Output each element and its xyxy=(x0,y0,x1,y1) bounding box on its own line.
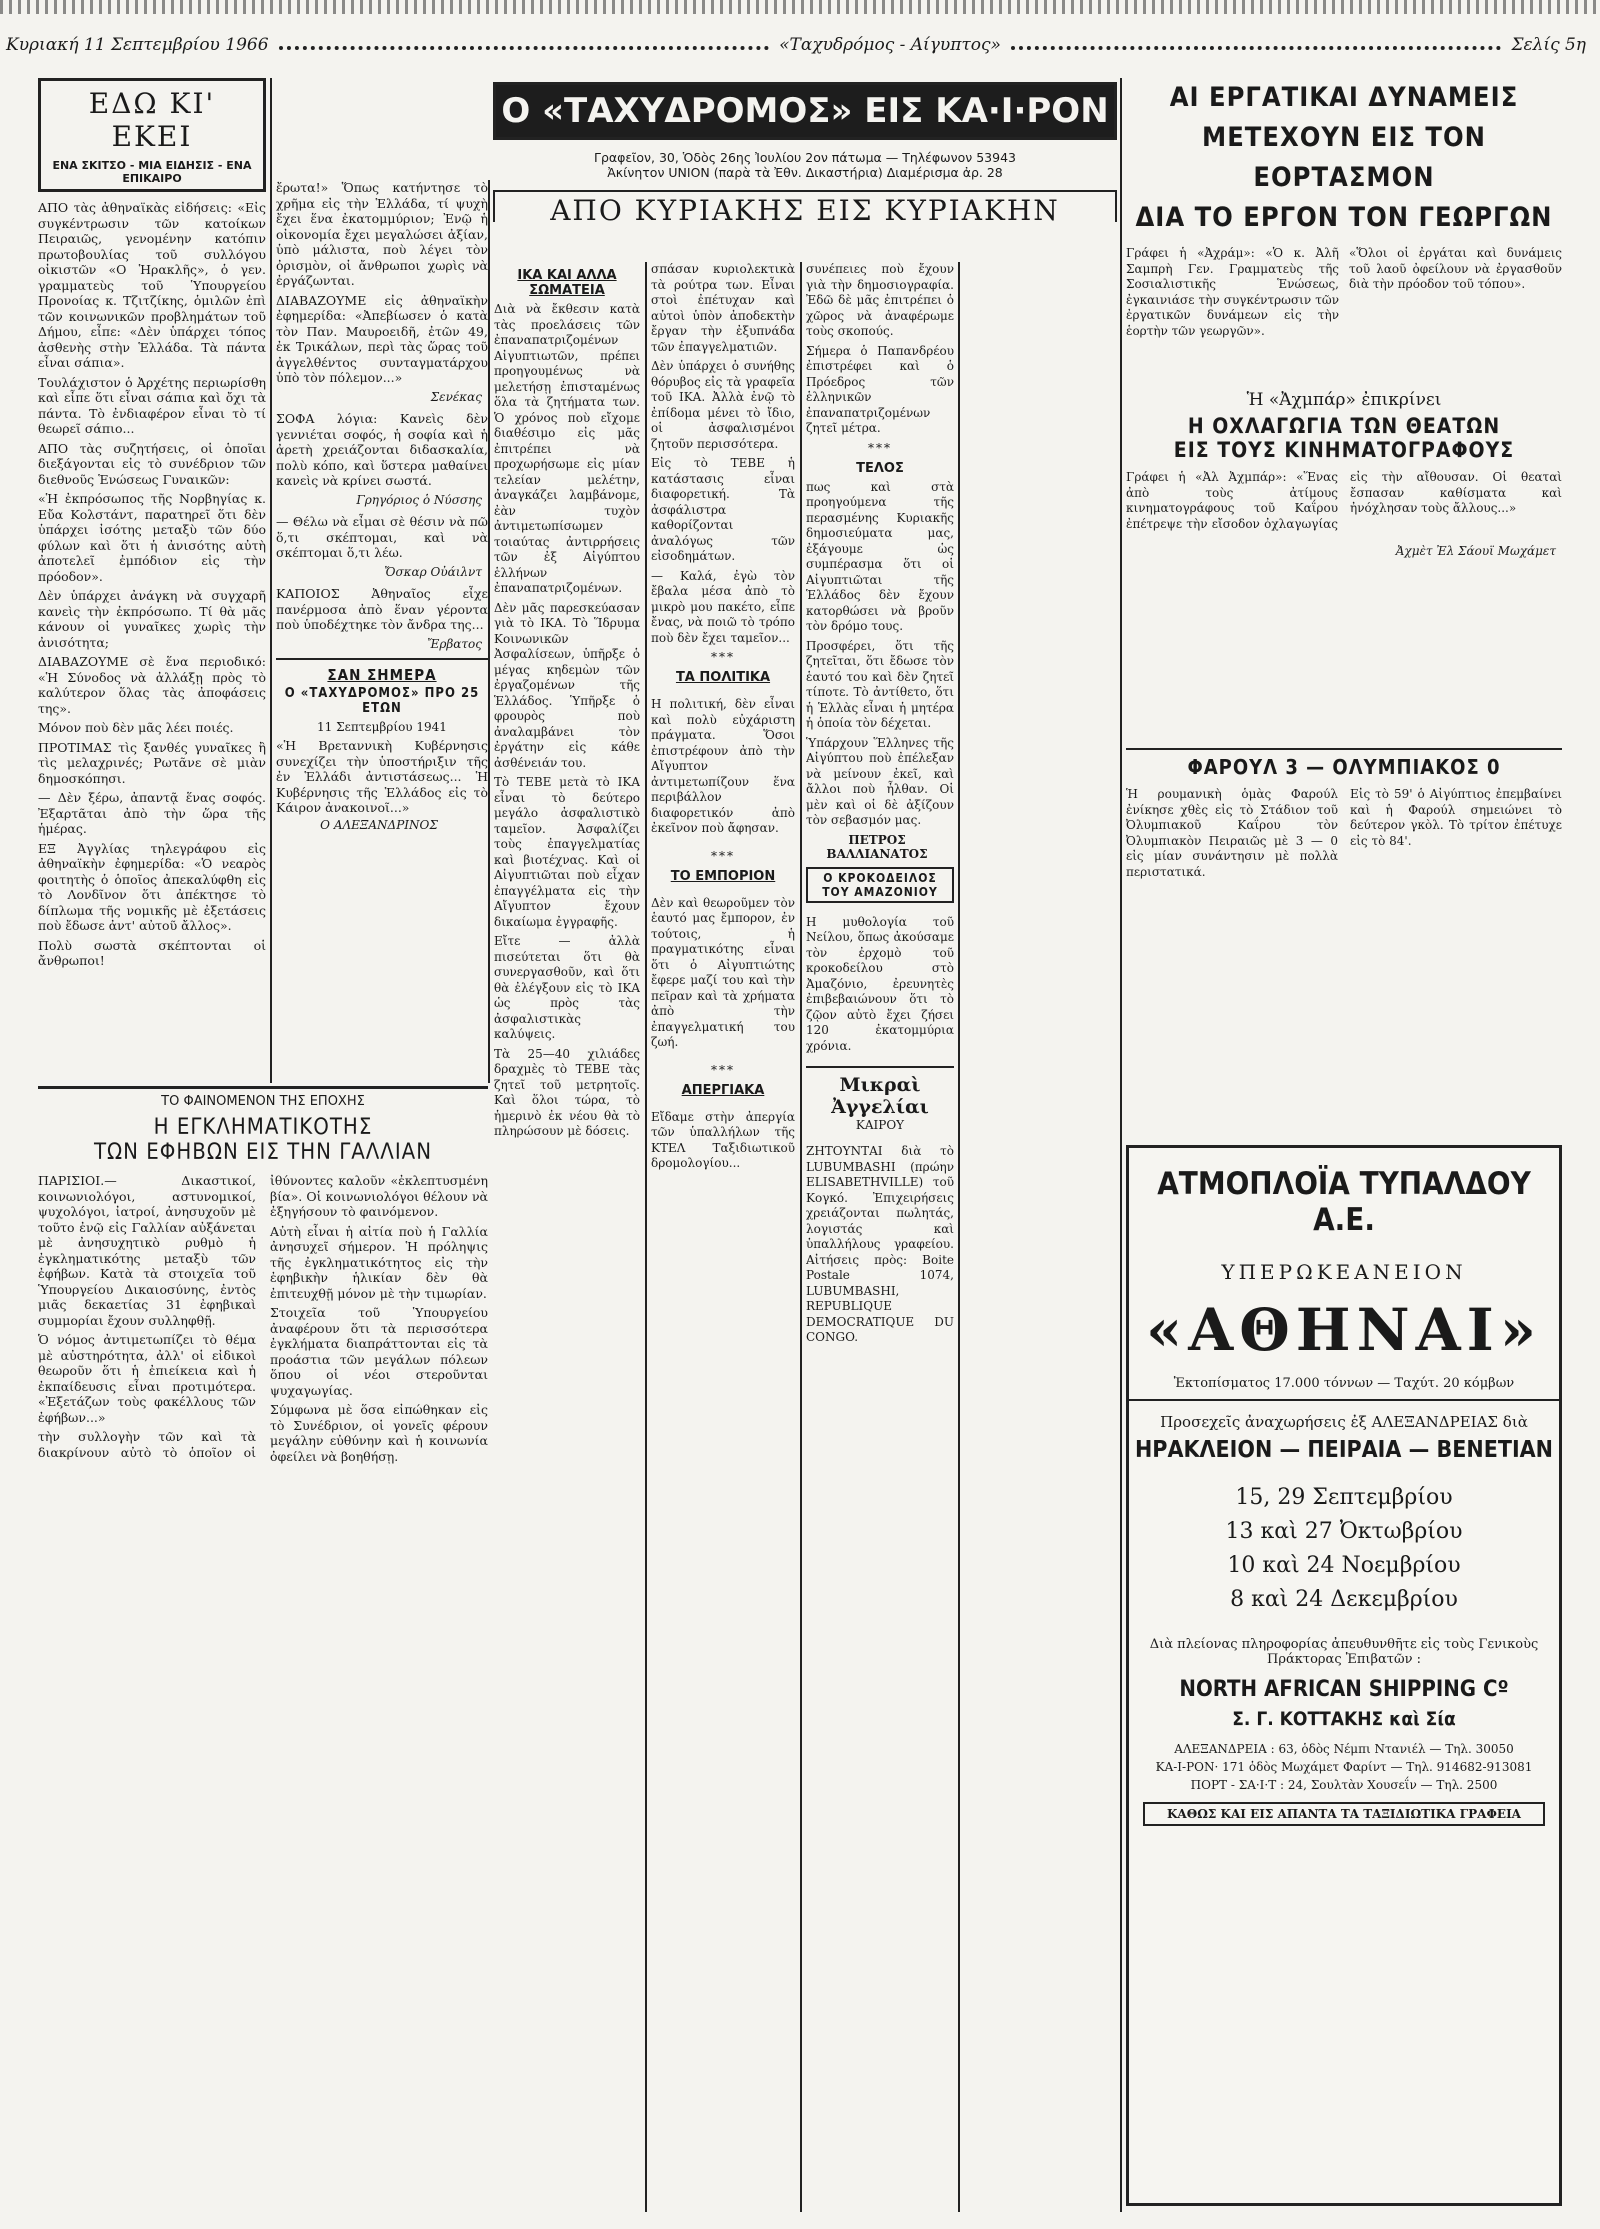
delinquency-article xyxy=(38,1094,488,2212)
section-stars: *** xyxy=(711,1062,735,1077)
issue-date: Κυριακή 11 Σεπτεμβρίου 1966 xyxy=(6,35,269,55)
paragraph: Εἰς τὸ ΤΕΒΕ ἡ κατάστασις εἶναι διαφορετική. Τὰ ἀσφάλιστρα καθορίζονται ἀναλόγως τῶν εἰσοδημάτων. xyxy=(651,456,795,563)
paragraph: Τὰ 25—40 χιλιάδες δραχμὲς τὸ ΤΕΒΕ τὰς ζητεῖ τοῦ μετρητοῖς. Καὶ ὅλοι τώρα, τὸ ἡμερινὸ ἐκ νέου θὰ τὸ πληρώσουν μὲ δόσεις. xyxy=(494,1046,640,1138)
article-headline-1: Η ΕΓΚΛΗΜΑΤΙΚΟΤΗΣ xyxy=(153,1115,373,1140)
column-rule xyxy=(270,78,272,1083)
dotted-divider xyxy=(1011,40,1502,50)
paragraph: ΠΑΡΙΣΙΟΙ.— Δικαστικοί, κοινωνιολόγοι, αστυνομικοί, ψυχολόγοι, ἰατροί, ἀνησυχοῦν μὲ τοῦτο ἐνῷ εἰς Γαλλίαν αὐξάνεται μὲ ἀνησυχητικὸ ρυθμὸ ἡ ἐγκληματικότης μεταξὺ τῶν ἐφήβων. Κατὰ τὰ στοιχεῖα τοῦ Ὑπουργείου Δικαιοσύνης, ἐντὸς μιᾶς δεκαετίας 31 ἐφηβικαὶ συμμορίαι ἔχουν συλληφθῇ. xyxy=(38,1173,256,1328)
signature: Σενέκας xyxy=(430,389,482,404)
article-headline-2: ΤΩΝ ΕΦΗΒΩΝ ΕΙΣ ΤΗΝ ΓΑΛΛΙΑΝ xyxy=(93,1140,433,1165)
paragraph: ΠΡΟΤΙΜΑΣ τὶς ξανθές γυναῖκες ἢ τὶς μελαχρινές; Ρωτᾶνε σὲ μιὰν δημοσκόπησι. xyxy=(38,739,266,786)
banner xyxy=(493,82,1117,222)
section-divider xyxy=(1126,748,1562,750)
banner-title: Ο «ΤΑΧΥΔΡΟΜΟΣ» ΕΙΣ ΚΑ·Ι·ΡΟΝ xyxy=(493,82,1117,140)
paragraph: Δὲν ὑπάρχει ὁ συνήθης θόρυβος εἰς τὰ γραφεῖα τοῦ ΙΚΑ. Ἀλλὰ ἐνῷ τὸ ἐπίδομα μένει τὸ ἴδιο, οἱ ἀσφαλισμένοι ζητοῦν περισσότερα. xyxy=(651,359,795,451)
paragraph: ΣΟΦΑ λόγια: Κανεὶς δὲν γεννιέται σοφός, ἡ σοφία καὶ ἡ ἀρετὴ χρειάζονται διδασκαλία, πολὺ κόπο, καὶ ὕστερα μαθαίνει κανεὶς νὰ κρίνει σωστά. xyxy=(276,411,488,488)
ad-departure-dates xyxy=(1129,1481,1559,1617)
ad-agent-name: Σ. Γ. ΚΟΤΤΑΚΗΣ καὶ Σία xyxy=(1232,1708,1456,1730)
paragraph: σπάσαν κυριολεκτικὰ τὰ ρούτρα των. Εἶναι στοὶ ἐπέτυχαν καὶ αὐτοὶ ὑπὸν ἀποδεκτὴν ἔργαν τὴν ἐξυπνάδα τῶν ἐπαγγελματιῶν. xyxy=(651,262,795,354)
shipping-advertisement xyxy=(1126,1145,1562,2206)
paragraph: «Ὅλοι οἱ ἐργάται καὶ δυνάμεις τοῦ λαοῦ ὀφείλουν νὰ ἐργασθοῦν διὰ τὴν πρόοδον τοῦ τόπου». xyxy=(1349,246,1562,291)
paragraph: Τουλάχιστον ὁ Ἀρχέτης περιωρίσθη καὶ εἶπε ὅτι εἶναι σάπια καὶ ὄχι τὰ πάντα. Τὸ ἐνδιαφέρον εἶναι τὸ τί θεωρεῖ σάπιο... xyxy=(38,374,266,436)
ad-ship-specs: Ἐκτοπίσματος 17.000 τόννων — Ταχύτ. 20 κόμβων xyxy=(1129,1376,1559,1401)
ad-ship-type: ΥΠΕΡΩΚΕΑΝΕΙΟΝ xyxy=(1221,1260,1467,1284)
ad-footer: ΚΑΘΩΣ ΚΑΙ ΕΙΣ ΑΠΑΝΤΑ ΤΑ ΤΑΞΙΔΙΩΤΙΚΑ ΓΡΑΦΕΙΑ xyxy=(1143,1802,1545,1826)
paragraph: Δὲν καὶ θεωροῦμεν τὸν ἑαυτό μας ἔμπορον, ἐν τούτοις, ἡ πραγματικότης εἶναι ὅτι ὁ Αἰγυπτιώτης ἔφερε μαζί του καὶ τὴν πεῖραν καὶ τὰ χρήματα ἀπὸ τὴν ἐπαγγελματική του ζωή. xyxy=(651,895,795,1049)
edo-kieke-header xyxy=(38,78,266,192)
column-edo-kieke xyxy=(38,78,266,1080)
folio-line xyxy=(6,30,1586,60)
signature: Ο ΑΛΕΞΑΝΔΡΙΝΟΣ xyxy=(320,817,438,832)
classified-ad: ΖΗΤΟΥΝΤΑΙ διὰ τὸ LUBUMBASHI (πρώην ELISABETHVILLE) τοῦ Κογκό. Ἐπιχειρήσεις χρειάζονται πωλητάς, λογιστάς καὶ ὑπαλλήλους γραφείου. Αἰτήσεις πρὸς: Boite Postale 1074, LUBUMBASHI, REPUBLIQUE DEMOCRATIQUE DU CONGO. xyxy=(806,1144,954,1344)
paragraph: ΔΙΑΒΑΖΟΥΜΕ εἰς ἀθηναϊκὴν ἐφημερίδα: «Ἀπεβίωσεν ὁ κατὰ τὸν Παν. Μαυροειδῆ, ἐτῶν 49, ἐκ Τρικάλων, περὶ τὰς ὥρας τοῦ ἀγγελθέντος συνταγματάρχου ὑπὸ τὸν πόλεμον...» xyxy=(276,292,488,385)
headline-line-2: ΜΕΤΕΧΟΥΝ ΕΙΣ ΤΟΝ ΕΟΡΤΑΣΜΟΝ xyxy=(1202,122,1486,193)
column-body xyxy=(651,262,795,646)
edo-kieke-title: ΕΔΩ ΚΙ' ΕΚΕΙ xyxy=(88,87,216,153)
subheading: ΙΚΑ ΚΑΙ ΑΛΛΑ ΣΩΜΑΤΕΙΑ xyxy=(517,268,617,298)
akhbar-headline-1: Η ΟΧΛΑΓΩΓΙΑ ΤΩΝ ΘΕΑΤΩΝ xyxy=(1187,414,1501,438)
dotted-divider xyxy=(279,40,770,50)
article-body xyxy=(38,1173,488,1464)
ad-ship-name: «ΑΘΗΝΑΙ» xyxy=(1146,1296,1542,1364)
ad-address-cairo: ΚΑ-Ι-ΡΟΝ· 171 ὁδὸς Μωχάμετ Φαρίντ — Τηλ. 914682-913081 xyxy=(1155,1760,1533,1774)
section-divider xyxy=(38,1086,488,1089)
paragraph: «Ἡ Βρεταννικὴ Κυβέρνησις συνεχίζει τὴν ὑποστήριξιν τῆς ἐν Ἑλλάδι ἀντιστάσεως... Ἡ Κυβέρνησις τῆς Ἑλλάδος εἰς τὸ Κάιρον ἀνακοινοῖ...» xyxy=(276,738,488,815)
ad-address-port-said: ΠΟΡΤ - ΣΑ·Ι·Τ : 24, Σουλτὰν Χουσεΐν — Τηλ. 2500 xyxy=(1190,1778,1498,1792)
column-rule xyxy=(645,262,647,2212)
headline-line-1: ΑΙ ΕΡΓΑΤΙΚΑΙ ΔΥΝΑΜΕΙΣ xyxy=(1169,82,1519,113)
right-article-columns xyxy=(1126,246,1562,339)
san-simera-subtitle: Ο «ΤΑΧΥΔΡΟΜΟΣ» ΠΡΟ 25 ΕΤΩΝ xyxy=(284,686,480,716)
section-stars: *** xyxy=(711,848,735,863)
paragraph: πως καὶ στὰ προηγούμενα τῆς περασμένης Κυριακῆς δημοσιεύματα μας, ἐξάγουμε ὡς συμπέρασμα ὅτι οἱ Αἰγυπτιῶται τῆς Ἑλλάδος δὲν ἔχουν κατορθώσει νὰ βροῦν τὸν δρόμο τους. xyxy=(806,479,954,633)
classifieds-title: Μικραὶ Ἀγγελίαι xyxy=(831,1074,929,1118)
paragraph: Διὰ νὰ ἔκθεσιν κατὰ τὰς προελάσεις τῶν ἐπαναπατριζομένων Αἰγυπτιωτῶν, πρέπει προηγουμένως νὰ μελετήσῃ ἐπισταμένως ὅλα τὰ ζητήματα των. Ὁ χρόνος ποὺ εἴχομε διαθέσιμο εἰς μᾶς ἐπιτρέπει νὰ προχωρήσωμε εἰς μίαν τελείαν μελέτην, ἀναγκάζει λαμβάνομε, ἐὰν τυχὸν ἀντιμετωπίσωμεν τοιαύτας ἀντιρρήσεις τῶν ἐξ Αἰγύπτου ἑλλήνων ἐπαναπατριζομένων. xyxy=(494,302,640,595)
paragraph: Ὁ νόμος ἀντιμετωπίζει τὸ θέμα μὲ αὐστηρότητα, ἀλλ' οἱ εἰδικοὶ θεωροῦν ὅτι ἡ ἐπιείκεια καὶ ἡ ἐκπαίδευσις εἶναι προτιμότερα. «Ἐξετάζων τοὺς φακέλλους τῶν ἐφήβων...» xyxy=(38,1332,256,1425)
paragraph: «Ἡ ἐκπρόσωπος τῆς Νορβηγίας κ. Εὔα Κολστάντ, παρατηρεῖ ὅτι δὲν ὑπάρχει ἰσότης μεταξὺ τῶν δύο φύλων καὶ ὅτι ἡ ἀνισότης αὐτὴ ἀποτελεῖ ἐμπόδιον εἰς τὴν πρόοδον». xyxy=(38,491,266,584)
paragraph: Πολὺ σωστὰ σκέπτονται οἱ ἄνθρωποι! xyxy=(38,937,266,968)
scan-top-edge xyxy=(0,0,1600,14)
ad-departure-date: 15, 29 Σεπτεμβρίου xyxy=(1235,1485,1453,1510)
paragraph: ἔρωτα!» Ὅπως κατήντησε τὸ χρῆμα εἰς τὴν Ἑλλάδα, τί ψυχὴ ἔχει ἕνα ἐκατομμύριον; Ἐνῷ ἡ οἰκονομία ἔχει μεγαλώσει ἀξίαν, ὑπὸ μάλιστα, ποὺ λέγει τὸν ὀρισμὸν, οἱ ἄνθρωποι χωρὶς νὰ ἐργάζωνται. xyxy=(276,180,488,288)
subheading: ΑΠΕΡΓΙΑΚΑ xyxy=(681,1082,765,1098)
sports-article xyxy=(1126,755,1562,1055)
ad-departure-date: 13 καὶ 27 Ὀκτωβρίου xyxy=(1225,1519,1463,1544)
column-rule xyxy=(958,262,960,2212)
signature: ΠΕΤΡΟΣ ΒΑΛΛΙΑΝΑΤΟΣ xyxy=(826,832,928,861)
paragraph: Δὲν μᾶς παρεσκεύασαν γιὰ τὸ ΙΚΑ. Τὸ Ἵδρυμα Κοινωνικῶν Ἀσφαλίσεων, ὑπῆρξε ὁ μέγας κηδεμὼν τῶν ἐργαζομένων τῆς Ἑλλάδος. Ὑπῆρξε ὁ φρουρὸς ποὺ ἀναλαμβάνει τὸν ἐργάτην εἰς κάθε ἀσθένειάν του. xyxy=(494,600,640,770)
subheading: ΤΑ ΠΟΛΙΤΙΚΑ xyxy=(675,670,771,685)
paragraph: ΕΞ Ἀγγλίας τηλεγράφου εἰς ἀθηναϊκὴν ἐφημερίδα: «Ὁ νεαρὸς φοιτητὴς ὁ ὁποῖος ἀπεκαλύφθη εἰς τὸ Λονδῖνον ὅτι ἀπέκτησε τὸ δίπλωμα τῆς νομικῆς μὲ ἐξετάσεις ποὺ ἔδωσε ἀντ' αὐτοῦ ἄλλος». xyxy=(38,840,266,933)
article-kicker: ΤΟ ΦΑΙΝΟΜΕΝΟΝ ΤΗΣ ΕΠΟΧΗΣ xyxy=(161,1094,365,1109)
classifieds-subtitle: ΚΑΙΡΟΥ xyxy=(855,1118,905,1132)
column-body xyxy=(494,302,640,1140)
signature: Γρηγόριος ὁ Νύσσης xyxy=(356,492,482,507)
paragraph: συνέπειες ποὺ ἔχουν γιὰ τὴν δημοσιογραφία. Ἐδῶ δὲ μᾶς ἐπιτρέπει ὁ χῶρος νὰ ἀναφέρωμε τοὺς σκοπούς. xyxy=(806,262,954,338)
paragraph: Δὲν ὑπάρχει ἀνάγκη νὰ συγχαρῆ κανεὶς τὴν ἐκπρόσωπο. Τί θὰ μᾶς κάνουν οἱ γυναῖκες χωρὶς τὴν ἀνισότητα; xyxy=(38,588,266,650)
paper-name: «Ταχυδρόμος - Αίγυπτος» xyxy=(779,35,1001,55)
ad-departure-date: 10 καὶ 24 Νοεμβρίου xyxy=(1227,1553,1461,1578)
san-simera-box xyxy=(276,658,488,832)
banner-address: Γραφεῖον, 30, Ὁδὸς 26ης Ἰουλίου 2ον πάτωμα — Τηλέφωνον 53943 xyxy=(594,150,1016,165)
ad-route-intro: Προσεχεῖς ἀναχωρήσεις ἐξ ΑΛΕΞΑΝΔΡΕΙΑΣ διὰ xyxy=(1160,1413,1528,1431)
paragraph: Εἰς τὸ 59' ὁ Αἰγύπτιος ἐπεμβαίνει καὶ ἡ Φαρούλ σημειώνει τὸ δεύτερον γκὸλ. Τὸ τρίτον ἐπέτυχε εἰς τὸ 84'. xyxy=(1350,787,1562,848)
ad-agent: NORTH AFRICAN SHIPPING Cº xyxy=(1179,1677,1509,1702)
column-two xyxy=(276,180,488,1080)
end-marker: ΤΕΛΟΣ xyxy=(856,460,904,476)
edo-kieke-body xyxy=(38,200,266,969)
column-two-body xyxy=(276,180,488,652)
paragraph: Γράφει ἡ «Ἀχράμ»: «Ὁ κ. Ἀλῆ Σαμπρὴ Γεν. Γραμματεὺς τῆς Σοσιαλιστικῆς Ἑνώσεως, ἐγκαινιάσε τὴν συγκέντρωσιν τῶν ἐργατικῶν δυνάμεων εἰς τὴν ἑορτὴν τῶν γεωργῶν». xyxy=(1126,246,1339,338)
paragraph: Προσφέρει, ὅτι τῆς ζητεῖται, ὅτι ἔδωσε τὸν ἑαυτό του καὶ δὲν ζητεῖ τίποτε. Τὸ ἀντίθετο, ὅτι ἡ Ἑλλὰς εἶναι ἡ μητέρα ἡ ὁποία τὸν δέχεται. xyxy=(806,638,954,730)
subheading: ΤΟ ΕΜΠΟΡΙΟΝ xyxy=(670,868,776,884)
column-body xyxy=(806,480,954,829)
section-stars: *** xyxy=(711,650,735,664)
paragraph: Σήμερα ὁ Παπανδρέου ἐπιστρέφει καὶ ὁ Πρόεδρος τῶν ἑλληνικῶν ἐπαναπατριζομένων ζητεῖ μέτρα. xyxy=(806,343,954,435)
paragraph: Η μυθολογία τοῦ Νείλου, ὅπως ἀκούσαμε τὸν ἐρχομὸ τοῦ κροκοδείλου στὸ Ἀμαζόνιο, ἐρευνητὲς ἐπιβεβαιώνουν ὅτι τὸ ζῷον αὐτὸ ἔχει ζήσει 120 ἐκατομμύρια χρόνια. xyxy=(806,914,954,1053)
section-stars: *** xyxy=(868,440,892,455)
paragraph: Εἴτε — ἀλλὰ πισεύτεται ὅτι θὰ συνεργασθοῦν, καὶ ὅτι θὰ ἐλέγξουν εἰς τὸ ΙΚΑ ὡς πρὸς τὰς ἀσφαλιστικὰς καλύψεις. xyxy=(494,934,640,1041)
akhbar-kicker: Ἡ «Ἀχμπάρ» ἐπικρίνει xyxy=(1246,390,1442,410)
paragraph: — Θέλω νὰ εἶμαι σὲ θέσιν νὰ πῶ ὅ,τι σκέπτομαι, καὶ νὰ σκέπτομαι ὅ,τι λέω. xyxy=(276,514,488,560)
paragraph: Τὸ ΤΕΒΕ μετὰ τὸ ΙΚΑ εἶναι τὸ δεύτερο μεγάλο ἀσφαλιστικὸ ταμεῖον. Ἀσφαλίζει τοὺς ἐπαγγελματίας καὶ βιοτέχνας. Καὶ οἱ Αἰγυπτιῶται ποὺ εἶχαν ἐπαγγέλματα εἰς τὴν Αἴγυπτον ἔχουν δικαίωμα ἐγγραφῆς. xyxy=(494,775,640,929)
san-simera-date: 11 Σεπτεμβρίου 1941 xyxy=(317,720,447,734)
paragraph: Εἴδαμε στὴν ἀπεργία τῶν ὑπαλλήλων τῆς ΚΤΕΛ Ταξιδιωτικοῦ δρομολογίου... xyxy=(651,1109,795,1170)
crocodile-header xyxy=(806,867,954,903)
signature: Ὄσκαρ Οὐάιλντ xyxy=(384,564,482,579)
ad-company: ΑΤΜΟΠΛΟΪΑ ΤΥΠΑΛΔΟΥ Α.Ε. xyxy=(1157,1166,1531,1238)
column-rule xyxy=(800,262,802,2212)
paragraph: ΔΙΑΒΑΖΟΥΜΕ σὲ ἕνα περιοδικό: «Ἡ Σύνοδος νὰ ἀλλάξῃ πρὸς τὸ καλύτερον ὅλας τὰς ἀποφάσεις της». xyxy=(38,654,266,716)
ad-departure-date: 8 καὶ 24 Δεκεμβρίου xyxy=(1230,1587,1458,1612)
paragraph: Στοιχεῖα τοῦ Ὑπουργείου ἀναφέρουν ὅτι τὰ περισσότερα ἐγκλήματα διαπράττονται εἰς τὰ προάστια τῶν μεγάλων πόλεων ὅπου οἱ νέοι στεροῦνται ψυχαγωγίας. xyxy=(270,1305,488,1398)
signature: Ἀχμὲτ Ἐλ Σάουϊ Μωχάμετ xyxy=(1395,544,1556,558)
paragraph: ΑΠΟ τὰς ἀθηναϊκὰς εἰδήσεις: «Εἰς συγκέντρωσιν τῶν κατοίκων Πειραιῶς, γενομένην κατόπιν πρωτοβουλίας τοῦ συλλόγου οἰκιστῶν «Ο Ἡρακλῆς», ὁ γεν. γραμματεὺς τοῦ Ὑπουργείου Προνοίας κ. Τζιτζίκης, ὁμιλῶν ἐπὶ τῶν κοινωνικῶν προβλημάτων τοῦ Δήμου, εἶπε: «Δὲν ὑπάρχει τόπος ἀσθενὴς στὴν Ἑλλάδα. Τὰ πάντα εἶναι σάπια». xyxy=(38,200,266,370)
paragraph: — Δὲν ξέρω, ἀπαντᾷ ἕνας σοφός. Ἐξαρτᾶται ἀπὸ τὴν ὥρα τῆς ἡμέρας. xyxy=(38,790,266,836)
paragraph: Ὑπάρχουν Ἕλληνες τῆς Αἰγύπτου ποὺ ἐπέλεξαν νὰ μείνουν ἐκεῖ, καὶ ἄλλοι ποὺ ἦλθαν. Οἱ μὲν καὶ οἱ δὲ ἀξίζουν τὸν σεβασμόν μας. xyxy=(806,735,954,827)
edo-kieke-subtitle: ΕΝΑ ΣΚΙΤΣΟ - ΜΙΑ ΕΙΔΗΣΙΣ - ΕΝΑ ΕΠΙΚΑΙΡΟ xyxy=(52,159,252,185)
san-simera-title: ΣΑΝ ΣΗΜΕΡΑ xyxy=(327,666,437,684)
page-number: Σελίς 5η xyxy=(1511,35,1586,55)
sports-headline: ΦΑΡΟΥΛ 3 — ΟΛΥΜΠΙΑΚΟΣ 0 xyxy=(1187,755,1501,779)
headline-line-3: ΔΙΑ ΤΟ ΕΡΓΟΝ ΤΟΝ ΓΕΩΡΓΩΝ xyxy=(1135,202,1553,233)
paragraph: Η πολιτική, δὲν εἶναι καὶ πολὺ εὐχάριστη πράγματα. Ὅσοι ἐπιστρέφουν ἀπὸ τὴν Αἴγυπτον ἀντιμετωπίζουν ἕνα περιβάλλον διαφορετικόν ἀπὸ ἐκεῖνον ποὺ ἄφησαν. xyxy=(651,697,795,835)
paragraph: Σύμφωνα μὲ ὅσα εἰπώθηκαν εἰς τὸ Συνέδριον, οἱ γονεῖς φέρουν μεγάλην εὐθύνην καὶ ἡ κοινωνία ὀφείλει νὰ βοηθήσῃ. xyxy=(270,1402,488,1464)
ad-address-alexandria: ΑΛΕΞΑΝΔΡΕΙΑ : 63, ὁδὸς Νέμπι Ντανιέλ — Τηλ. 30050 xyxy=(1174,1742,1514,1756)
right-headline-block xyxy=(1126,78,1562,358)
signature: Ἔρβατος xyxy=(427,636,482,651)
paragraph: Γράφει ἡ «Ἀλ Ἀχμπάρ»: «Ἕνας ἀπὸ τοὺς ἀτίμους κινηματογράφους τοῦ Καΐρου ἐπέτρεψε τὴν εἴσοδον ὀχλαγωγίας εἰς τὴν αἴθουσαν. Οἱ θεαταὶ ἔσπασαν καθίσματα καὶ ἠνόχλησαν τοὺς ἄλλους...» xyxy=(1126,470,1562,531)
paragraph: ΑΠΟ τὰς συζητήσεις, οἱ ὁποῖαι διεξάγονται εἰς τὸ συνέδριον τῶν διεθνοῦς Ἑνώσεως Γυναικῶν: xyxy=(38,440,266,487)
ad-info: Διὰ πλείονας πληροφορίας ἀπευθυνθῆτε εἰς τοὺς Γενικοὺς Πράκτορας Ἐπιβατῶν : xyxy=(1149,1637,1539,1667)
column-kyriaki-2 xyxy=(651,262,795,2212)
akhbar-article xyxy=(1126,390,1562,740)
paragraph: ΚΑΠΟΙΟΣ Ἀθηναῖος εἶχε πανέρμοσα ἀπὸ ἕναν γέροντα ποὺ ὑποδέχτηκε τὸν ἄνδρα της... xyxy=(276,586,488,632)
column-rule xyxy=(1120,78,1122,2212)
column-kyriaki-1 xyxy=(494,262,640,2212)
paragraph: τὴν συλλογὴν τῶν καὶ τὰ διακρίνουν αὐτὸ τὸ ὁποῖον οἱ ἰθύνοντες καλοῦν «ἐκλεπτυσμένη βία». Οἱ κοινωνιολόγοι θέλουν νὰ ἐξηγήσουν τὸ φαινόμενον. xyxy=(38,1173,488,1460)
paragraph: Αὐτὴ εἶναι ἡ αἰτία ποὺ ἡ Γαλλία ἀνησυχεῖ σήμερον. Ἡ πρόληψις τῆς ἐγκληματικότητος εἰς τὴν ἐφηβικὴν ἡλικίαν δὲν θὰ ἐπιτευχθῇ μόνον μὲ τὴν τιμωρίαν. xyxy=(270,1223,488,1301)
column-body xyxy=(806,262,954,437)
paragraph: Ἡ ρουμανικὴ ὁμὰς Φαρούλ ἐνίκησε χθὲς εἰς τὸ Στάδιον τοῦ Ὀλυμπιακοῦ Καΐρου τὸν Ὀλυμπιακὸν Πειραιῶς μὲ 3 — 0 εἰς μίαν συνάντησιν μὲ πολλὰ περιστατικά. xyxy=(1126,787,1338,879)
paragraph: — Καλά, ἐγὼ τὸν ἔβαλα μέσα ἀπὸ τὸ μικρὸ μου πακέτο, εἶπε ἔνας, νὰ ποιῶ τὸ τρόπο ποὺ δὲν ἔχει ταμεῖον... xyxy=(651,568,795,645)
ad-route: ΗΡΑΚΛΕΙΟΝ — ΠΕΙΡΑΙΑ — ΒΕΝΕΤΙΑΝ xyxy=(1134,1437,1553,1463)
crocodile-title: Ο ΚΡΟΚΟΔΕΙΛΟΣ ΤΟΥ ΑΜΑΖΟΝΙΟΥ xyxy=(822,870,938,899)
classifieds xyxy=(806,1066,954,1346)
column-rule xyxy=(488,180,490,1083)
banner-address-2: Ἀκίνητον UNION (παρὰ τὰ Ἐθν. Δικαστήρια) Διαμέρισμα ἀρ. 28 xyxy=(607,165,1003,180)
column-kyriaki-3 xyxy=(806,262,954,2212)
sports-columns xyxy=(1126,787,1562,880)
akhbar-headline-2: ΕΙΣ ΤΟΥΣ ΚΙΝΗΜΑΤΟΓΡΑΦΟΥΣ xyxy=(1173,438,1515,462)
paragraph: Μόνον ποὺ δὲν μᾶς λέει ποιές. xyxy=(38,720,234,735)
section-title: ΑΠΟ ΚΥΡΙΑΚΗΣ ΕΙΣ ΚΥΡΙΑΚΗΝ xyxy=(493,190,1117,222)
